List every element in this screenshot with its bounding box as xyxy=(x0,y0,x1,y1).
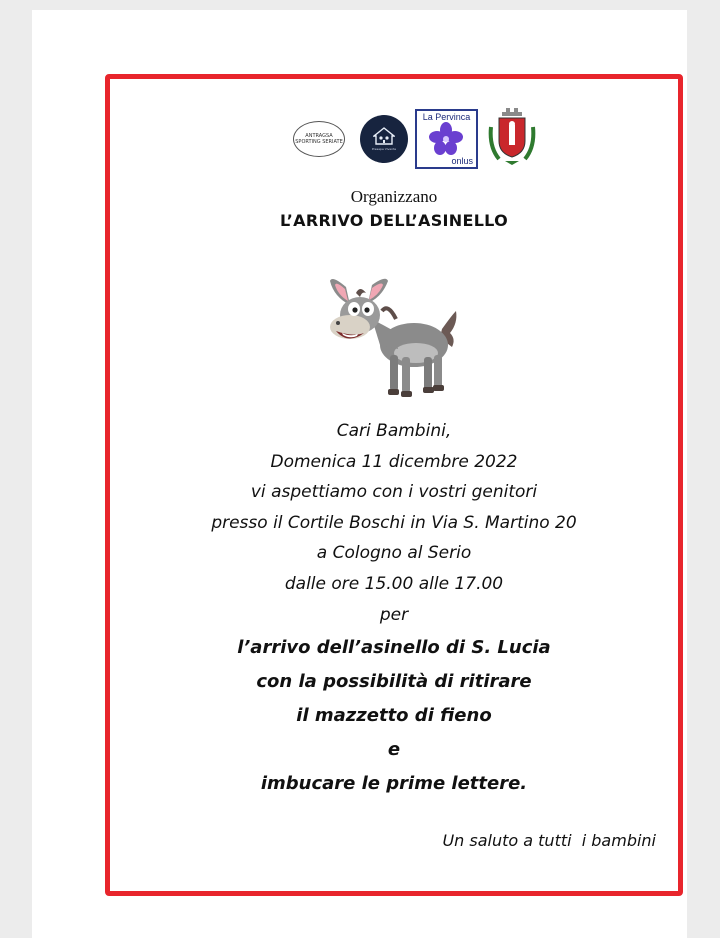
nativity-icon xyxy=(373,127,395,145)
red-frame xyxy=(105,74,683,896)
address-line: presso il Cortile Boschi in Via S. Martino 20 xyxy=(211,512,577,533)
date-line: Domenica 11 dicembre 2022 xyxy=(270,451,518,472)
la-pervinca-logo xyxy=(415,109,478,169)
nativity-logo xyxy=(360,115,408,163)
la-pervinca-subtitle: onlus xyxy=(451,156,473,166)
nativity-logo-text: Presepe Vivente xyxy=(371,147,397,151)
donkey-illustration xyxy=(324,275,464,399)
town-line: a Cologno al Serio xyxy=(316,543,472,564)
highlight-line-5: imbucare le prime lettere. xyxy=(260,773,528,794)
highlight-line-3: il mazzetto di fieno xyxy=(296,705,492,726)
invite-line: vi aspettiamo con i vostri genitori xyxy=(250,482,538,503)
sporting-club-logo-text: ANTRAGSA SPORTING SERIATE xyxy=(295,133,343,145)
invitation-body xyxy=(110,416,678,630)
highlight-line-1: l’arrivo dell’asinello di S. Lucia xyxy=(237,637,551,658)
greeting-line: Cari Bambini, xyxy=(336,421,452,441)
logo-row xyxy=(110,107,678,177)
la-pervinca-title: La Pervinca xyxy=(422,112,471,122)
document-page xyxy=(32,10,687,938)
highlight-line-2: con la possibilità di ritirare xyxy=(256,671,532,692)
town-crest-icon xyxy=(487,107,537,169)
event-title: L’ARRIVO DELL’ASINELLO xyxy=(279,211,509,230)
time-line: dalle ore 15.00 alle 17.00 xyxy=(284,573,504,594)
highlight-line-4: e xyxy=(387,739,401,760)
sporting-club-logo xyxy=(293,121,345,157)
organizzano-label: Organizzano xyxy=(350,187,438,206)
event-highlights xyxy=(110,631,678,801)
per-line: per xyxy=(379,604,409,625)
periwinkle-flower-icon xyxy=(429,122,463,156)
closing-greeting: Un saluto a tutti i bambini xyxy=(442,831,656,850)
